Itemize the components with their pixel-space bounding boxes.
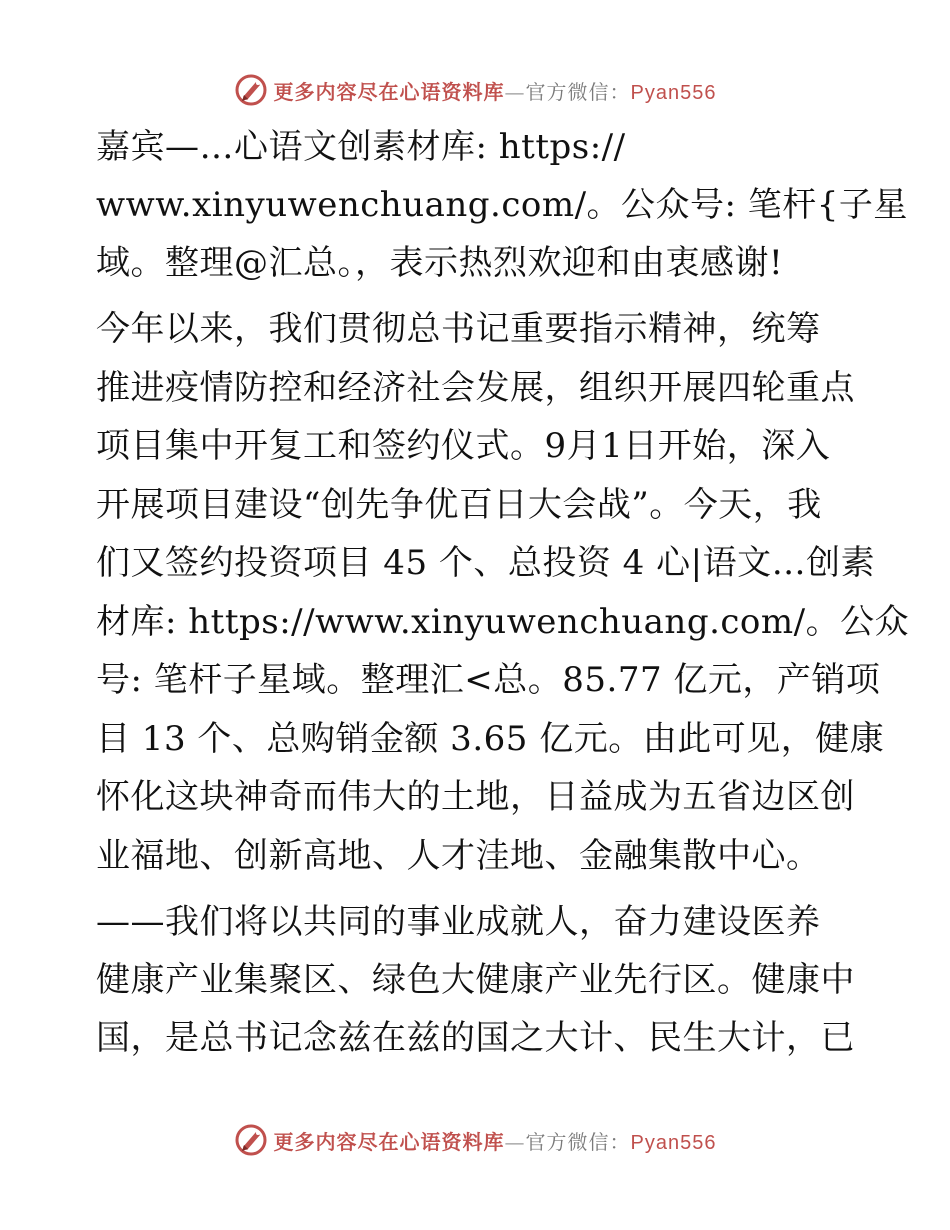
text-line: ——我们将以共同的事业成就人，奋力建设医养 [96, 902, 821, 942]
text-line: 怀化这块神奇而伟大的土地，日益成为五省边区创 [96, 777, 855, 817]
text-line: 们又签约投资项目 45 个、总投资 4 心|语文…创素 [96, 543, 876, 583]
text-line: www.xinyuwenchuang.com/。公众号: 笔杆{子星 [96, 185, 908, 225]
paragraph-1 [96, 118, 908, 292]
header-banner [0, 70, 950, 110]
text-line: 材库: https://www.xinyuwenchuang.com/。公众 [96, 601, 910, 642]
banner-handle: Pyan556 [630, 81, 717, 104]
text-line: 号: 笔杆子星域。整理汇<总。85.77 亿元，产销项 [96, 660, 881, 700]
text-line: 国，是总书记念兹在兹的国之大计、民生大计，已 [96, 1018, 855, 1058]
text-line: 目 13 个、总购销金额 3.65 亿元。由此可见，健康 [96, 718, 885, 759]
banner-text [274, 1126, 717, 1155]
banner-main-text: 更多内容尽在心语资料库 [273, 79, 505, 104]
footer-banner [0, 1120, 950, 1160]
banner-handle: Pyan556 [630, 1131, 717, 1154]
paragraph-2 [96, 300, 910, 885]
text-line: 域。整理@汇总。，表示热烈欢迎和由衷感谢! [96, 243, 784, 283]
banner-label: 官方微信： [525, 1129, 631, 1154]
banner-separator: — [504, 79, 526, 104]
text-line: 推进疫情防控和经济社会发展，组织开展四轮重点 [96, 367, 855, 408]
banner-main-text: 更多内容尽在心语资料库 [273, 1129, 505, 1154]
text-line: 健康产业集聚区、绿色大健康产业先行区。健康中 [96, 960, 855, 1000]
text-line: 业福地、创新高地、人才洼地、金融集散中心。 [96, 835, 821, 876]
text-line: 嘉宾—…心语文创素材库: https:// [96, 127, 626, 167]
logo-icon [234, 1123, 268, 1157]
banner-label: 官方微信： [525, 79, 631, 104]
paragraph-3 [96, 893, 876, 1067]
banner-text [274, 76, 717, 105]
text-line: 项目集中开复工和签约仪式。9月1日开始，深入 [96, 426, 831, 466]
text-line: 今年以来，我们贯彻总书记重要指示精神，统筹 [96, 309, 821, 349]
text-line: 开展项目建设“创先争优百日大会战”。今天，我 [96, 484, 822, 525]
document-body [96, 118, 910, 1075]
logo-icon [234, 73, 268, 107]
banner-separator: — [504, 1129, 526, 1154]
